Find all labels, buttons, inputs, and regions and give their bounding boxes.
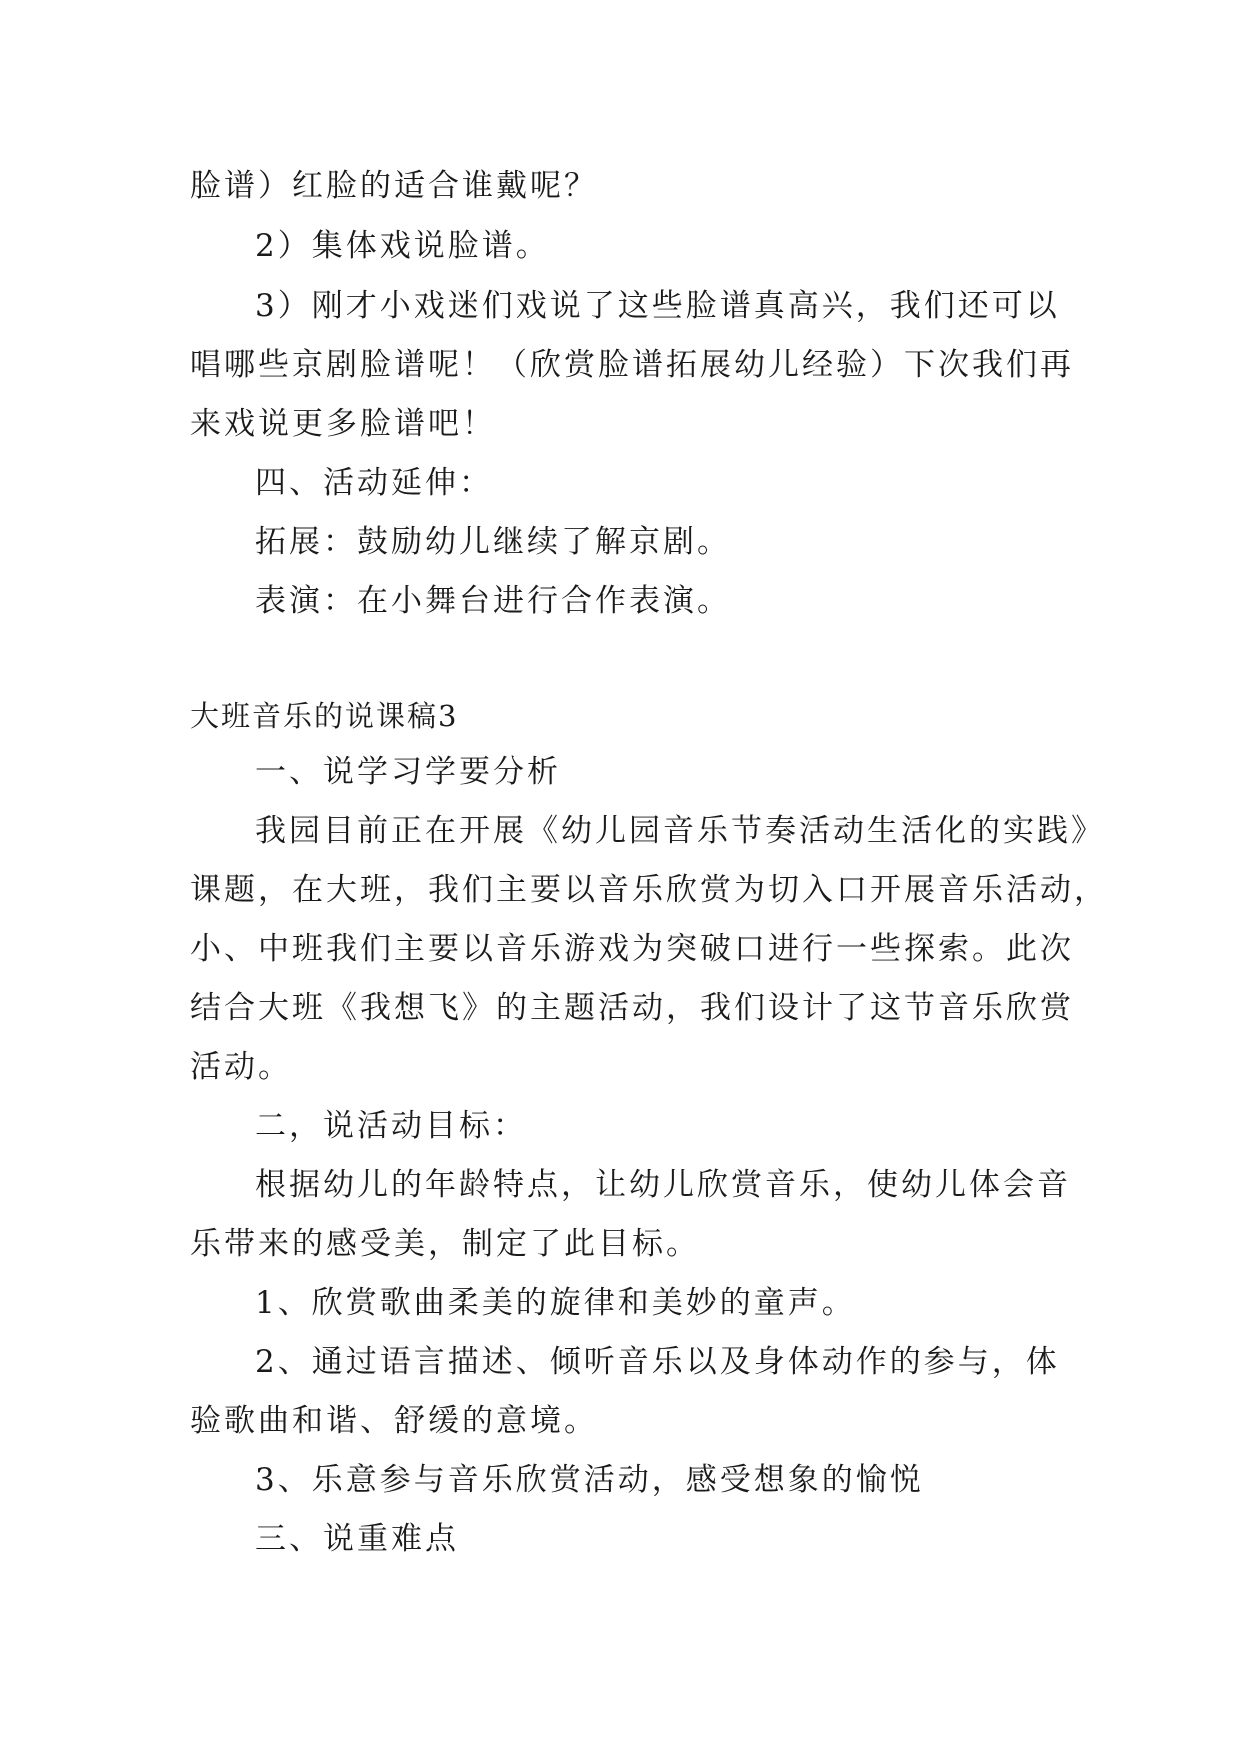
paragraph-line: 活动。 bbox=[190, 1049, 292, 1085]
section-heading: 四、活动延伸： bbox=[255, 465, 493, 501]
section-heading: 二，说活动目标： bbox=[255, 1108, 527, 1144]
paragraph-line: 唱哪些京剧脸谱呢！（欣赏脸谱拓展幼儿经验）下次我们再 bbox=[190, 347, 1074, 383]
paragraph-line: 来戏说更多脸谱吧！ bbox=[190, 406, 496, 442]
list-item: 3、乐意参与音乐欣赏活动，感受想象的愉悦 bbox=[255, 1462, 924, 1498]
paragraph-line: 验歌曲和谐、舒缓的意境。 bbox=[190, 1403, 598, 1439]
paragraph-line: 根据幼儿的年龄特点，让幼儿欣赏音乐，使幼儿体会音 bbox=[255, 1167, 1071, 1203]
paragraph-line: 结合大班《我想飞》的主题活动，我们设计了这节音乐欣赏 bbox=[190, 990, 1074, 1026]
paragraph-line: 我园目前正在开展《幼儿园音乐节奏活动生活化的实践》 bbox=[255, 813, 1105, 849]
paragraph-line: 小、中班我们主要以音乐游戏为突破口进行一些探索。此次 bbox=[190, 931, 1074, 967]
list-item: 2、通过语言描述、倾听音乐以及身体动作的参与，体 bbox=[255, 1344, 1060, 1380]
paragraph-line: 乐带来的感受美，制定了此目标。 bbox=[190, 1226, 700, 1262]
paragraph-line: 表演：在小舞台进行合作表演。 bbox=[255, 583, 731, 619]
paragraph-line: 拓展：鼓励幼儿继续了解京剧。 bbox=[255, 524, 731, 560]
document-title: 大班音乐的说课稿3 bbox=[190, 699, 459, 733]
list-item: 1、欣赏歌曲柔美的旋律和美妙的童声。 bbox=[255, 1285, 856, 1321]
section-heading: 一、说学习学要分析 bbox=[255, 754, 561, 790]
paragraph-line: 课题，在大班，我们主要以音乐欣赏为切入口开展音乐活动， bbox=[190, 872, 1108, 908]
paragraph-line: 2）集体戏说脸谱。 bbox=[255, 228, 550, 264]
paragraph-line: 脸谱）红脸的适合谁戴呢？ bbox=[190, 168, 598, 204]
paragraph-line: 3）刚才小戏迷们戏说了这些脸谱真高兴，我们还可以 bbox=[255, 288, 1060, 324]
section-heading: 三、说重难点 bbox=[255, 1521, 459, 1557]
